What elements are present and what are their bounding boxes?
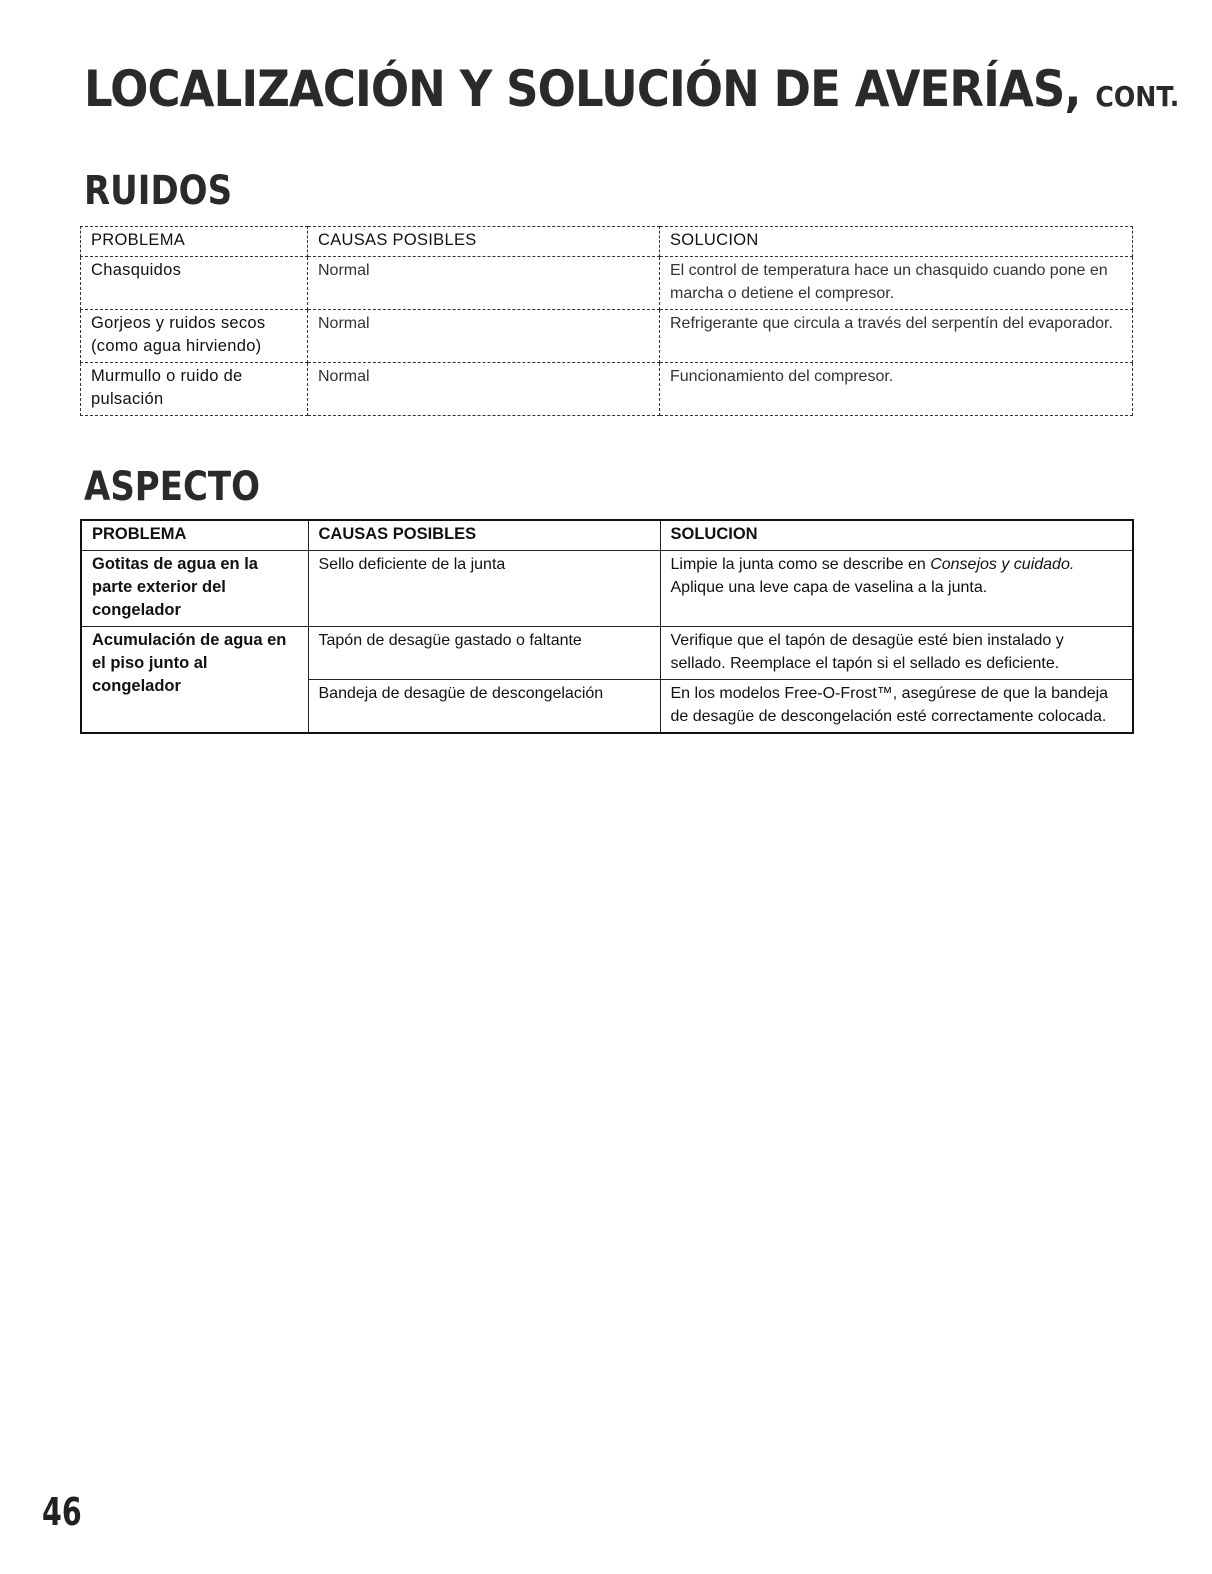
- section-heading-ruidos: RUIDOS: [84, 168, 233, 214]
- column-header-solucion: SOLUCION: [660, 520, 1133, 551]
- problema-cell: Gorjeos y ruidos secos (como agua hirviendo): [81, 310, 308, 363]
- solucion-cell: [660, 551, 1133, 627]
- solucion-cell: En los modelos Free-O-Frost™, asegúrese de que la bandeja de desagüe de descongelación esté correctamente colocada.: [660, 680, 1133, 734]
- table-row: [81, 627, 1133, 680]
- causa-cell: Sello deficiente de la junta: [308, 551, 660, 627]
- column-header-problema: PROBLEMA: [81, 520, 308, 551]
- table-row: [81, 310, 1133, 363]
- ruidos-table: [80, 226, 1133, 416]
- column-header-solucion: SOLUCION: [660, 227, 1133, 257]
- solucion-cell: El control de temperatura hace un chasquido cuando pone en marcha o detiene el compresor.: [660, 257, 1133, 310]
- table-row: [81, 551, 1133, 627]
- table-header-row: [81, 227, 1133, 257]
- page-number: 46: [42, 1490, 82, 1534]
- problema-cell: Chasquidos: [81, 257, 308, 310]
- problema-cell: Murmullo o ruido de pulsación: [81, 363, 308, 416]
- causa-cell: Normal: [308, 257, 660, 310]
- solucion-cell: Refrigerante que circula a través del serpentín del evaporador.: [660, 310, 1133, 363]
- aspecto-table: [80, 519, 1134, 734]
- causa-cell: Normal: [308, 363, 660, 416]
- causa-cell: Normal: [308, 310, 660, 363]
- solucion-cell: Funcionamiento del compresor.: [660, 363, 1133, 416]
- solucion-reference: Consejos y cuidado.: [930, 556, 1075, 573]
- problema-cell: Gotitas de agua en la parte exterior del congelador: [81, 551, 308, 627]
- problema-cell: Acumulación de agua en el piso junto al congelador: [81, 627, 308, 734]
- section-heading-aspecto: ASPECTO: [84, 464, 261, 510]
- causa-cell: Tapón de desagüe gastado o faltante: [308, 627, 660, 680]
- solucion-cell: Verifique que el tapón de desagüe esté bien instalado y sellado. Reemplace el tapón si el sellado es deficiente.: [660, 627, 1133, 680]
- column-header-causas: CAUSAS POSIBLES: [308, 520, 660, 551]
- solucion-text: Limpie la junta como se describe en: [670, 556, 931, 573]
- page-title-suffix: CONT.: [1095, 80, 1180, 113]
- page-title-main: LOCALIZACIÓN Y SOLUCIÓN DE AVERÍAS,: [84, 60, 1081, 118]
- table-row: [81, 257, 1133, 310]
- causa-cell: Bandeja de desagüe de descongelación: [308, 680, 660, 734]
- table-header-row: [81, 520, 1133, 551]
- page-title: [84, 60, 1179, 118]
- solucion-text-2: Aplique una leve capa de vaselina a la junta.: [670, 579, 988, 596]
- column-header-causas: CAUSAS POSIBLES: [308, 227, 660, 257]
- column-header-problema: PROBLEMA: [81, 227, 308, 257]
- table-row: [81, 363, 1133, 416]
